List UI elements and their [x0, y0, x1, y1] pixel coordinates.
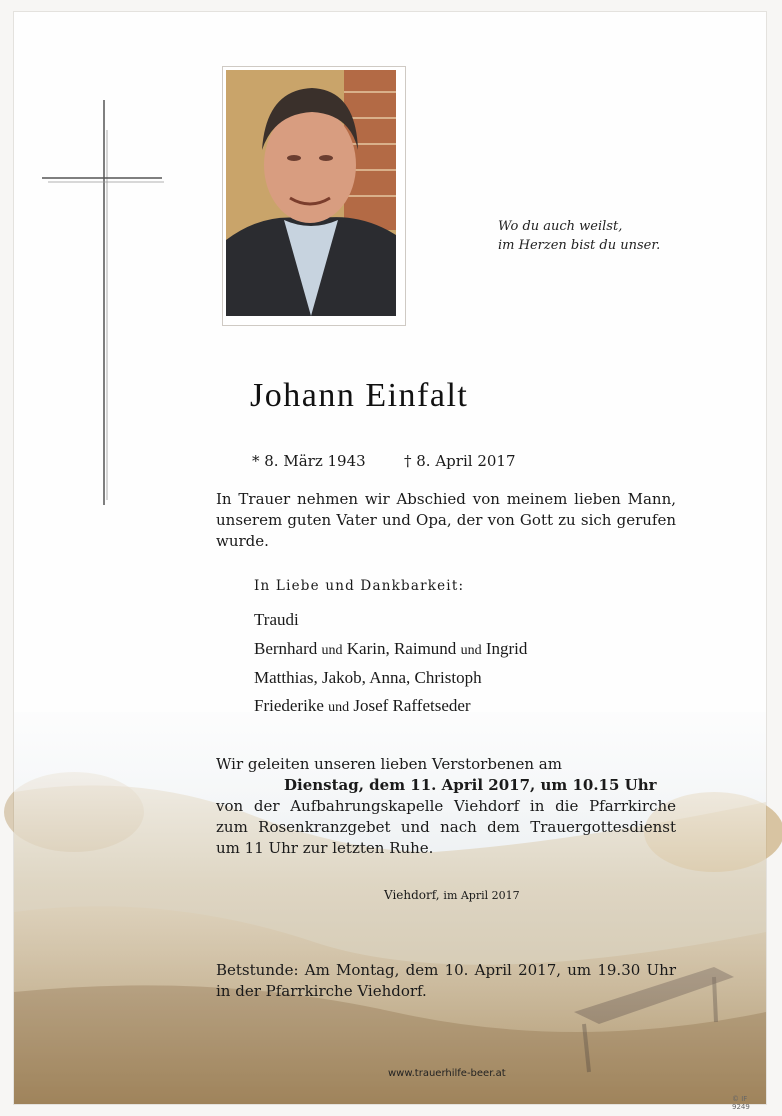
mourners-heading: In Liebe und Dankbarkeit:: [254, 578, 465, 594]
connector-word: und: [328, 700, 350, 715]
announcement-text: In Trauer nehmen wir Abschied von meinem lieben Mann, unserem guten Vater und Opa, der von Gott zu sich gerufen wurde.: [216, 490, 676, 550]
cross-icon: [38, 100, 168, 510]
mourner-line-1: Traudi: [254, 610, 299, 629]
quote: [498, 217, 660, 255]
mourner-name: Friederike: [254, 696, 324, 715]
connector-word: und: [460, 643, 482, 658]
place-date: [384, 888, 520, 902]
mourner-line-2: [254, 639, 527, 659]
website-link[interactable]: www.trauerhilfe-beer.at: [388, 1068, 506, 1079]
portrait-photo: [222, 66, 406, 326]
death-date: † 8. April 2017: [404, 452, 516, 470]
print-code: © IF 9249: [732, 1095, 750, 1111]
mourner-line-4: [254, 696, 471, 716]
date: im April 2017: [443, 889, 520, 902]
funeral-details: von der Aufbahrungskapelle Viehdorf in die Pfarrkirche zum Rosenkranzgebet und nach dem Trauergottesdienst um 11 Uhr zur letzten Ruhe.: [216, 797, 676, 857]
prayer-service: Betstunde: Am Montag, dem 10. April 2017, um 19.30 Uhr in der Pfarrkirche Viehdorf.: [216, 961, 676, 1000]
mourner-line-3: Matthias, Jakob, Anna, Christoph: [254, 668, 482, 687]
birth-date: * 8. März 1943: [252, 452, 366, 470]
funeral-date: Dienstag, dem 11. April 2017, um 10.15 Uhr: [284, 776, 657, 794]
obituary-card: [14, 12, 766, 1111]
place: Viehdorf,: [384, 888, 440, 902]
mourner-name: Josef Raffetseder: [353, 696, 471, 715]
quote-line-1: Wo du auch weilst,: [498, 219, 623, 234]
deceased-name: Johann Einfalt: [250, 377, 469, 414]
connector-word: und: [321, 643, 343, 658]
mourner-name: Karin, Raimund: [346, 639, 457, 658]
quote-line-2: im Herzen bist du unser.: [498, 238, 661, 253]
mourner-name: Ingrid: [485, 639, 528, 658]
funeral-intro: Wir geleiten unseren lieben Verstorbenen am: [216, 755, 562, 773]
mourner-name: Bernhard: [254, 639, 318, 658]
